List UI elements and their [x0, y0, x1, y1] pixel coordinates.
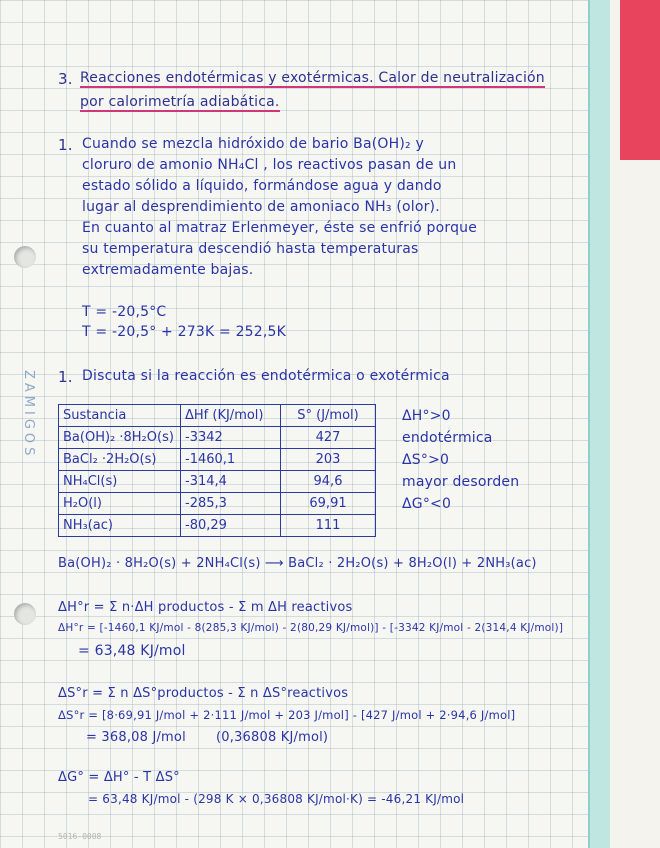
title-number: 3. [58, 70, 73, 88]
thermo-data-table [58, 404, 376, 537]
gibbs-formula: ΔG° = ΔH° - T ΔS° [58, 770, 180, 785]
enthalpy-formula: ΔH°r = Σ n·ΔH productos - Σ m ΔH reactivos [58, 600, 353, 615]
note-endothermic: endotérmica [402, 430, 493, 446]
reaction-equation: Ba(OH)₂ · 8H₂O(s) + 2NH₄Cl(s) ⟶ BaCl₂ · 2H₂O(s) + 8H₂O(l) + 2NH₃(ac) [58, 556, 537, 571]
paragraph-line: lugar al desprendimiento de amoniaco NH₃ (olor). [82, 199, 440, 215]
table-cell: -1460,1 [181, 449, 281, 471]
note-delta-h: ΔH°>0 [402, 408, 451, 424]
paragraph-line: cloruro de amonio NH₄Cl , los reactivos pasan de un [82, 157, 457, 173]
table-cell: 94,6 [281, 471, 376, 493]
title-line-2: por calorimetría adiabática. [80, 94, 280, 110]
table-header-row [59, 405, 376, 427]
table-row [59, 427, 376, 449]
paragraph-line: su temperatura descendió hasta temperaturas [82, 241, 419, 257]
enthalpy-substitution: ΔH°r = [-1460,1 KJ/mol - 8(285,3 KJ/mol) - 2(80,29 KJ/mol)] - [-3342 KJ/mol - 2(314,4 KJ/mol)] [58, 622, 564, 634]
temperature-celsius: T = -20,5°C [82, 304, 167, 320]
entropy-substitution: ΔS°r = [8·69,91 J/mol + 2·111 J/mol + 203 J/mol] - [427 J/mol + 2·94,6 J/mol] [58, 708, 516, 722]
temperature-kelvin: T = -20,5° + 273K = 252,5K [82, 324, 287, 340]
gibbs-calculation: = 63,48 KJ/mol - (298 K × 0,36808 KJ/mol·K) = -46,21 KJ/mol [88, 792, 465, 806]
binder-hole [14, 603, 36, 625]
title-line-1: Reacciones endotérmicas y exotérmicas. Calor de neutralización [80, 70, 545, 86]
paragraph-line: Cuando se mezcla hidróxido de bario Ba(OH)₂ y [82, 136, 424, 152]
table-row [59, 449, 376, 471]
brand-watermark: ZAMIGOS [21, 370, 36, 460]
enthalpy-result: = 63,48 KJ/mol [78, 643, 186, 659]
table-row [59, 515, 376, 537]
table-cell: H₂O(l) [59, 493, 181, 515]
binder-hole [14, 246, 36, 268]
footer-code: 5016-0008 [58, 832, 102, 841]
table-cell: 69,91 [281, 493, 376, 515]
table-cell: 427 [281, 427, 376, 449]
teal-margin-line [588, 0, 612, 848]
table-cell: 203 [281, 449, 376, 471]
note-delta-s: ΔS°>0 [402, 452, 450, 468]
table-cell: -80,29 [181, 515, 281, 537]
table-cell: 111 [281, 515, 376, 537]
paragraph-line: estado sólido a líquido, formándose agua y dando [82, 178, 442, 194]
note-delta-g: ΔG°<0 [402, 496, 452, 512]
table-cell: -314,4 [181, 471, 281, 493]
table-cell: NH₃(ac) [59, 515, 181, 537]
red-index-tab [620, 0, 660, 160]
table-header-cell: ΔHf (KJ/mol) [181, 405, 281, 427]
table-row [59, 493, 376, 515]
note-disorder: mayor desorden [402, 474, 520, 490]
table-header-cell: S° (J/mol) [281, 405, 376, 427]
entropy-formula: ΔS°r = Σ n ΔS°productos - Σ n ΔS°reactivos [58, 686, 349, 701]
table-cell: -3342 [181, 427, 281, 449]
section-2-heading: Discuta si la reacción es endotérmica o exotérmica [82, 368, 450, 384]
section-2-number: 1. [58, 368, 73, 386]
table-cell: Ba(OH)₂ ·8H₂O(s) [59, 427, 181, 449]
table-cell: BaCl₂ ·2H₂O(s) [59, 449, 181, 471]
entropy-result: = 368,08 J/mol [86, 730, 186, 745]
section-1-number: 1. [58, 136, 73, 154]
table-row [59, 471, 376, 493]
entropy-result-kj: (0,36808 KJ/mol) [216, 730, 329, 745]
paragraph-line: En cuanto al matraz Erlenmeyer, éste se enfrió porque [82, 220, 478, 236]
paragraph-line: extremadamente bajas. [82, 262, 254, 278]
table-cell: NH₄Cl(s) [59, 471, 181, 493]
table-cell: -285,3 [181, 493, 281, 515]
table-header-cell: Sustancia [59, 405, 181, 427]
